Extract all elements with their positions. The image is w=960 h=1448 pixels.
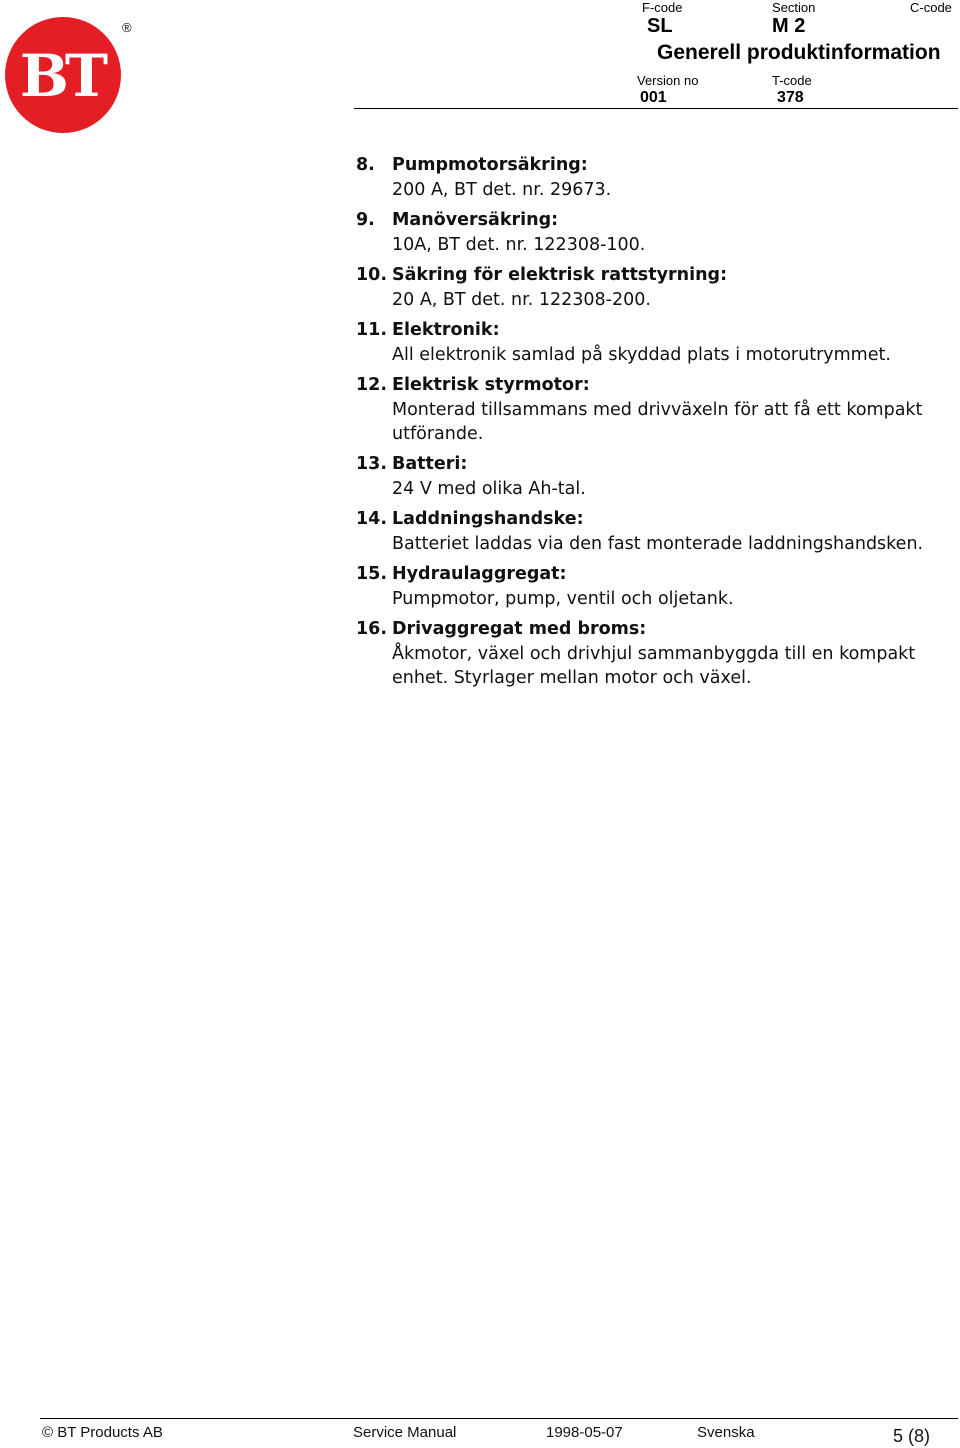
item-title: Batteri: (392, 454, 468, 474)
list-item (356, 616, 946, 690)
footer-copyright: © BT Products AB (42, 1424, 163, 1441)
footer-date: 1998-05-07 (546, 1424, 623, 1441)
version-label: Version no (637, 73, 699, 88)
item-body: Pumpmotor, pump, ventil och oljetank. (392, 589, 734, 609)
item-body: 200 A, BT det. nr. 29673. (392, 180, 612, 200)
section-value: M 2 (772, 15, 806, 37)
fcode-value: SL (647, 15, 673, 37)
list-item (356, 561, 946, 611)
item-number: 9. (356, 210, 375, 230)
bt-logo-icon (4, 16, 124, 136)
item-number: 13. (356, 454, 388, 474)
item-body: 24 V med olika Ah-tal. (392, 479, 586, 499)
item-title: Elektrisk styrmotor: (392, 375, 590, 395)
item-title: Laddningshandske: (392, 509, 584, 529)
item-number: 12. (356, 375, 388, 395)
item-number: 16. (356, 619, 388, 639)
item-body: 20 A, BT det. nr. 122308-200. (392, 290, 651, 310)
item-number: 8. (356, 155, 375, 175)
item-number: 10. (356, 265, 388, 285)
tcode-label: T-code (772, 73, 812, 88)
list-item (356, 506, 946, 556)
list-item (356, 262, 946, 312)
version-value: 001 (640, 89, 667, 106)
document-title: Generell produktinformation (657, 41, 941, 64)
footer-divider (40, 1418, 958, 1419)
item-title: Manöversäkring: (392, 210, 559, 230)
list-item (356, 451, 946, 501)
tcode-value: 378 (777, 89, 804, 106)
item-number: 14. (356, 509, 388, 529)
registered-mark: ® (122, 20, 132, 35)
bt-logo (4, 16, 124, 136)
spec-list (356, 152, 946, 695)
item-body: Batteriet laddas via den fast monterade laddningshandsken. (392, 534, 924, 554)
item-title: Hydraulaggregat: (392, 564, 567, 584)
footer-page-number: 5 (8) (893, 1426, 931, 1446)
list-item (356, 207, 946, 257)
item-body: All elektronik samlad på skyddad plats i motorutrymmet. (392, 345, 891, 365)
item-number: 15. (356, 564, 388, 584)
item-body: 10A, BT det. nr. 122308-100. (392, 235, 646, 255)
fcode-label: F-code (642, 0, 683, 15)
item-body: Monterad tillsammans med drivväxeln för att få ett kompakt utförande. (392, 400, 923, 444)
header-divider (354, 108, 958, 109)
list-item (356, 317, 946, 367)
ccode-label: C-code (910, 0, 952, 15)
footer-doc-type: Service Manual (353, 1424, 457, 1441)
item-title: Pumpmotorsäkring: (392, 155, 588, 175)
list-item (356, 372, 946, 446)
item-title: Säkring för elektrisk rattstyrning: (392, 265, 728, 285)
list-item (356, 152, 946, 202)
item-number: 11. (356, 320, 388, 340)
item-body: Åkmotor, växel och drivhjul sammanbyggda till en kompakt enhet. Styrlager mellan motor och växel. (392, 644, 916, 688)
footer-language: Svenska (697, 1424, 755, 1441)
item-title: Elektronik: (392, 320, 500, 340)
item-title: Drivaggregat med broms: (392, 619, 647, 639)
logo-text: BT (19, 42, 105, 110)
section-label: Section (772, 0, 816, 15)
